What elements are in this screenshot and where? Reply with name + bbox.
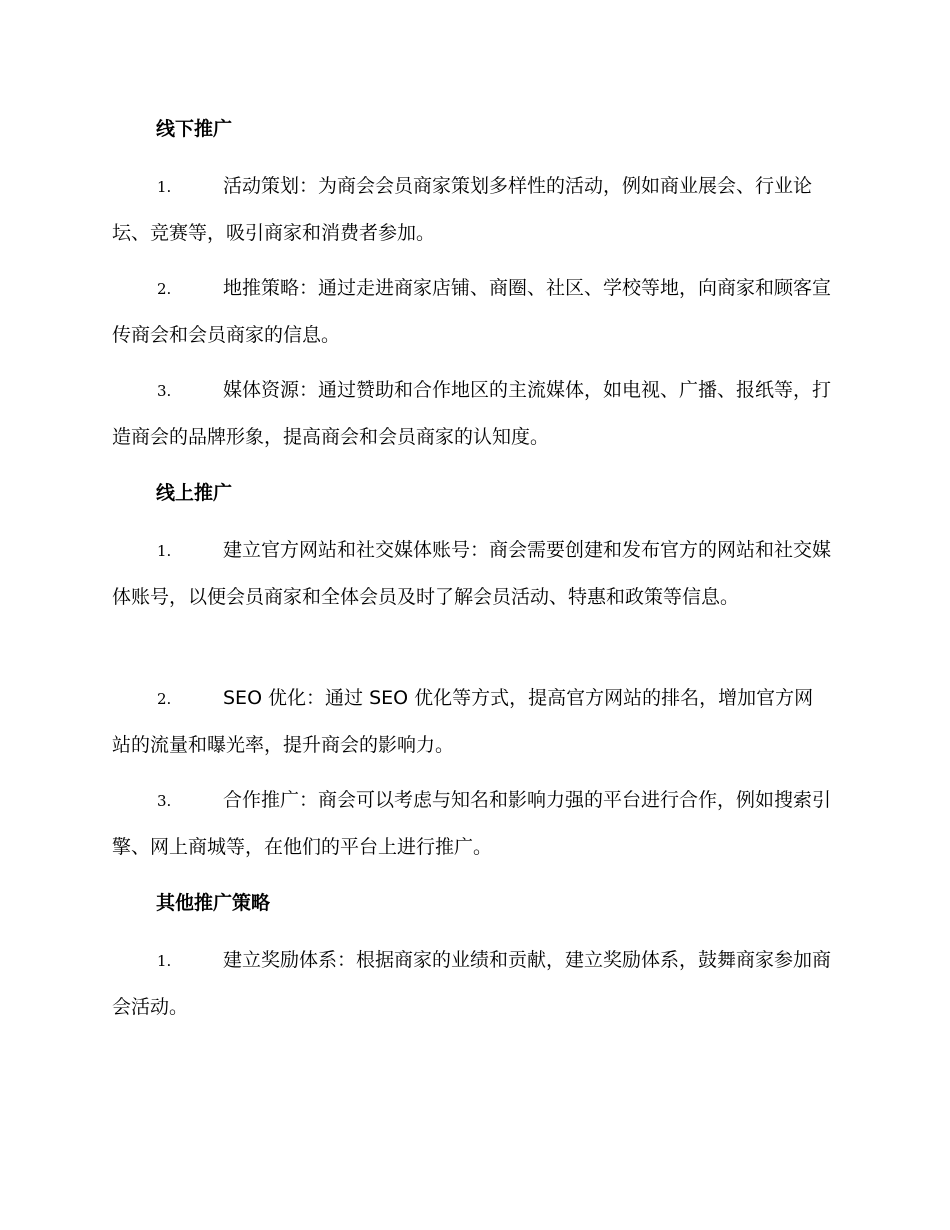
list-item bbox=[112, 265, 832, 358]
list-item bbox=[112, 777, 832, 870]
section-heading-offline: 线下推广 bbox=[156, 118, 233, 140]
list-item-number: 3. bbox=[157, 382, 172, 400]
list-item-text: 建立官方网站和社交媒体账号：商会需要创建和发布官方的网站和社交媒体账号，以便会员商家和全体会员及时了解会员活动、特惠和政策等信息。 bbox=[112, 539, 832, 608]
list-item-number: 3. bbox=[157, 792, 172, 810]
list-item-number: 2. bbox=[157, 690, 172, 708]
list-item-text: 建立奖励体系：根据商家的业绩和贡献，建立奖励体系，鼓舞商家参加商会活动。 bbox=[112, 949, 832, 1018]
list-item bbox=[112, 367, 832, 460]
list-item bbox=[112, 937, 832, 1030]
section-heading-online: 线上推广 bbox=[156, 482, 233, 504]
list-item-number: 1. bbox=[157, 952, 172, 970]
list-item-text: SEO 优化：通过 SEO 优化等方式，提高官方网站的排名，增加官方网站的流量和曝光率，提升商会的影响力。 bbox=[112, 687, 814, 756]
list-item-number: 2. bbox=[157, 280, 172, 298]
list-item-number: 1. bbox=[157, 178, 172, 196]
list-item-text: 地推策略：通过走进商家店铺、商圈、社区、学校等地，向商家和顾客宣传商会和会员商家的信息。 bbox=[112, 277, 832, 346]
list-item-text: 合作推广：商会可以考虑与知名和影响力强的平台进行合作，例如搜索引擎、网上商城等，在他们的平台上进行推广。 bbox=[112, 789, 832, 858]
list-item bbox=[112, 675, 832, 768]
list-item-text: 活动策划：为商会会员商家策划多样性的活动，例如商业展会、行业论坛、竞赛等，吸引商家和消费者参加。 bbox=[112, 175, 813, 244]
list-item bbox=[112, 163, 832, 256]
list-item-text: 媒体资源：通过赞助和合作地区的主流媒体，如电视、广播、报纸等，打造商会的品牌形象，提高商会和会员商家的认知度。 bbox=[112, 379, 832, 448]
list-item bbox=[112, 527, 832, 620]
section-heading-other: 其他推广策略 bbox=[156, 892, 271, 914]
list-item-number: 1. bbox=[157, 542, 172, 560]
